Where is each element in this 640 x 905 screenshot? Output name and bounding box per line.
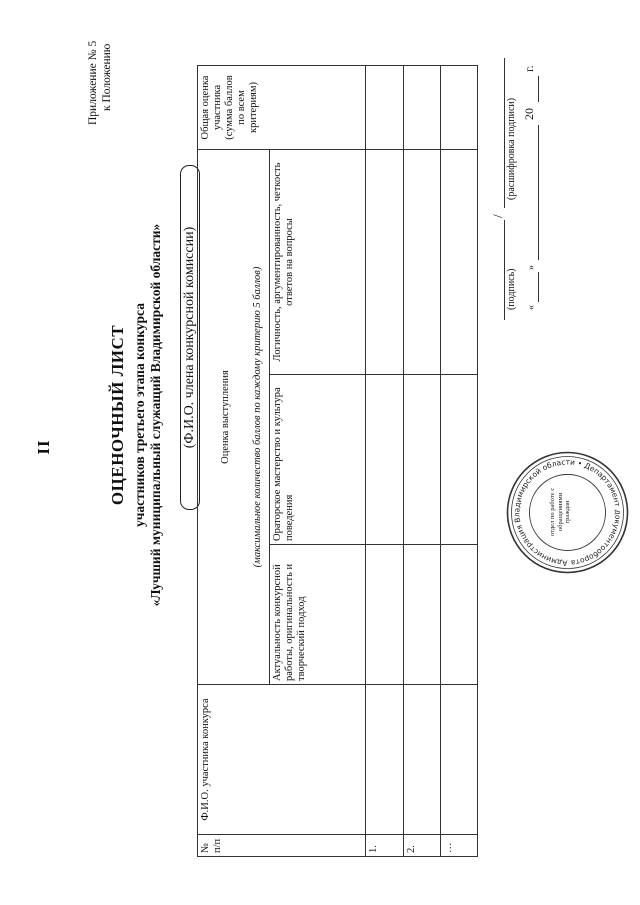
table-cell[interactable]: [366, 66, 404, 150]
stamp-inner-text: отдел по работе с обращениями граждан: [549, 487, 571, 537]
table-cell[interactable]: [404, 66, 441, 150]
table-cell[interactable]: [441, 375, 478, 545]
table-cell[interactable]: [441, 150, 478, 375]
table-row: [404, 66, 441, 857]
table-cell[interactable]: [404, 545, 441, 685]
date-quote-open: «: [526, 305, 537, 310]
year-prefix: 20: [522, 108, 536, 120]
row-number: 1.: [366, 835, 404, 857]
day-line: [538, 272, 539, 302]
table-cell[interactable]: [404, 150, 441, 375]
header-participant-name: Ф.И.О. участника конкурса: [198, 685, 366, 835]
signature-slash: /: [490, 214, 505, 218]
page-number: II: [34, 439, 53, 455]
subtitle-line-1: участников третьего этапа конкурса: [132, 303, 147, 527]
signature-caption: (подпись): [506, 268, 517, 310]
criterion-header: Актуальность конкурсной работы, оригинальность и творческий подход: [270, 545, 366, 685]
criterion-header: Ораторское мастерство и культура поведения: [270, 375, 366, 545]
header-total-score: Общая оценка участника (сумма баллов по всем критериям): [198, 66, 366, 150]
decode-caption: (расшифровка подписи): [506, 97, 517, 200]
header-performance-group: [198, 150, 270, 685]
table-cell[interactable]: [366, 685, 404, 835]
table-header-row: [198, 66, 270, 857]
decode-line: [504, 58, 505, 208]
document-subtitle: [132, 175, 164, 655]
commission-member-caption: (Ф.И.О. члена конкурсной комиссии): [180, 165, 200, 510]
score-table: [197, 65, 478, 857]
table-cell[interactable]: [366, 150, 404, 375]
row-number: …: [441, 835, 478, 857]
signature-line: [504, 220, 505, 320]
table-cell[interactable]: [441, 66, 478, 150]
date-quote-close: »: [526, 265, 537, 270]
official-stamp: [505, 450, 630, 575]
year-suffix: г.: [522, 65, 536, 72]
year-line: [538, 76, 539, 102]
stamp-ring-text: Администрация Владимирской области • Департамент документооборота: [512, 457, 623, 568]
subtitle-line-2: «Лучший муниципальный служащий Владимирской области»: [148, 223, 163, 607]
table-cell[interactable]: [441, 545, 478, 685]
table-cell[interactable]: [441, 685, 478, 835]
criterion-header: Логичность, аргументированность, четкость ответов на вопросы: [270, 150, 366, 375]
annex-note: [86, 7, 114, 125]
row-number: 2.: [404, 835, 441, 857]
annex-line-1: Приложение № 5: [87, 40, 99, 125]
table-cell[interactable]: [366, 545, 404, 685]
header-group-title: Оценка выступления: [220, 370, 231, 464]
table-cell[interactable]: [404, 375, 441, 545]
table-cell[interactable]: [366, 375, 404, 545]
annex-line-2: к Положению: [101, 43, 113, 111]
table-cell[interactable]: [404, 685, 441, 835]
signature-block: [488, 40, 548, 320]
table-row: [441, 66, 478, 857]
header-group-note: (максимальное количество баллов по каждому критерию 5 баллов): [252, 266, 263, 568]
header-number: № п/п: [198, 835, 366, 857]
document-title: ОЦЕНОЧНЫЙ ЛИСТ: [108, 324, 127, 506]
month-line: [538, 125, 539, 260]
table-row: [366, 66, 404, 857]
